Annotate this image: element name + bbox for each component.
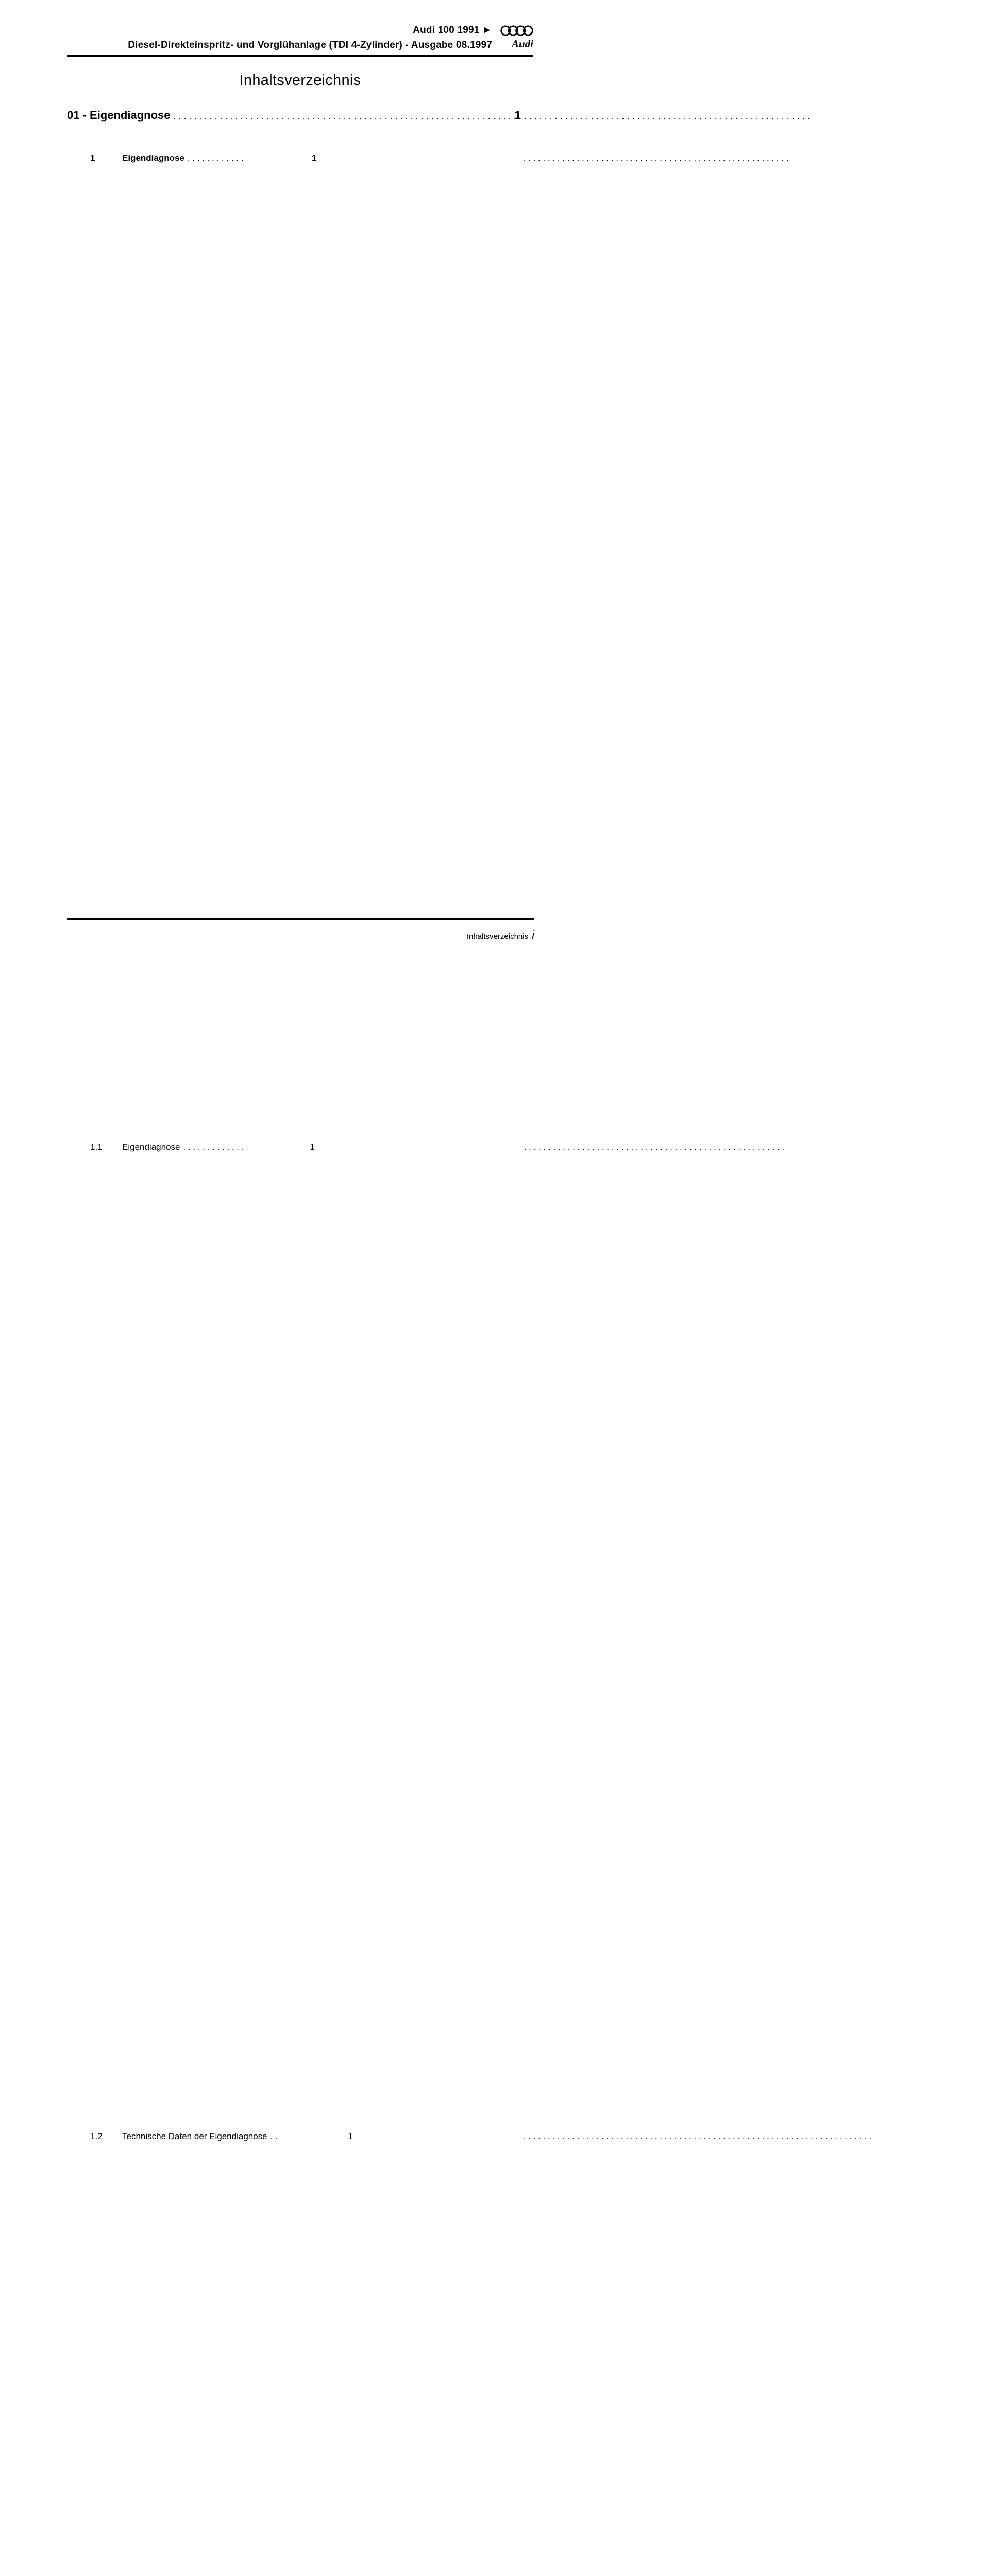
entry-page-number: 1: [245, 127, 521, 1116]
header-model-line: Audi 100 1991 ►: [413, 25, 492, 36]
footer-label: Inhaltsverzeichnis: [466, 932, 529, 941]
toc-entry: [90, 1116, 521, 2106]
footer-page-number: i: [532, 928, 534, 941]
entry-title: Eigendiagnose: [122, 1142, 180, 1152]
dot-leader: [174, 111, 513, 122]
entry-number: 1.2: [90, 2131, 103, 2141]
audi-rings-logo: [500, 25, 533, 37]
brand-wordmark: Audi: [511, 38, 533, 50]
entry-title: Eigendiagnose: [122, 153, 184, 163]
chapter-entries: [67, 127, 521, 2576]
dot-leader: [183, 1141, 241, 1154]
entry-body: [122, 2106, 521, 2576]
page-footer: [67, 918, 534, 942]
page-header: [67, 25, 533, 51]
header-rule: [67, 55, 533, 57]
entry-page-number: 1: [243, 1116, 521, 2106]
entry-body: [122, 127, 521, 1116]
dot-leader: [188, 152, 243, 164]
chapter-title: 01 - Eigendiagnose: [67, 109, 171, 122]
entry-body: [122, 1116, 521, 2106]
toc-chapter: [67, 109, 521, 2576]
table-of-contents: [67, 109, 533, 2576]
chapter-page-number: 1: [514, 109, 521, 122]
entry-page-number: 1: [281, 2106, 521, 2576]
entry-number: 1.1: [90, 1142, 103, 1152]
entry-title: Technische Daten der Eigendiagnose: [122, 2131, 267, 2141]
toc-entry: [90, 2106, 521, 2576]
page-title: Inhaltsverzeichnis: [239, 72, 361, 89]
brand-block: [499, 25, 533, 50]
header-subtitle: Diesel-Direkteinspritz- und Vorglühanlage (TDI 4-Zylinder) - Ausgabe 08.1997: [128, 40, 492, 50]
toc-entry: [90, 127, 521, 1116]
dot-leader: [271, 2130, 280, 2143]
entry-number: 1: [90, 153, 95, 163]
toc-chapter-heading: [67, 109, 521, 122]
header-text: [67, 25, 499, 51]
